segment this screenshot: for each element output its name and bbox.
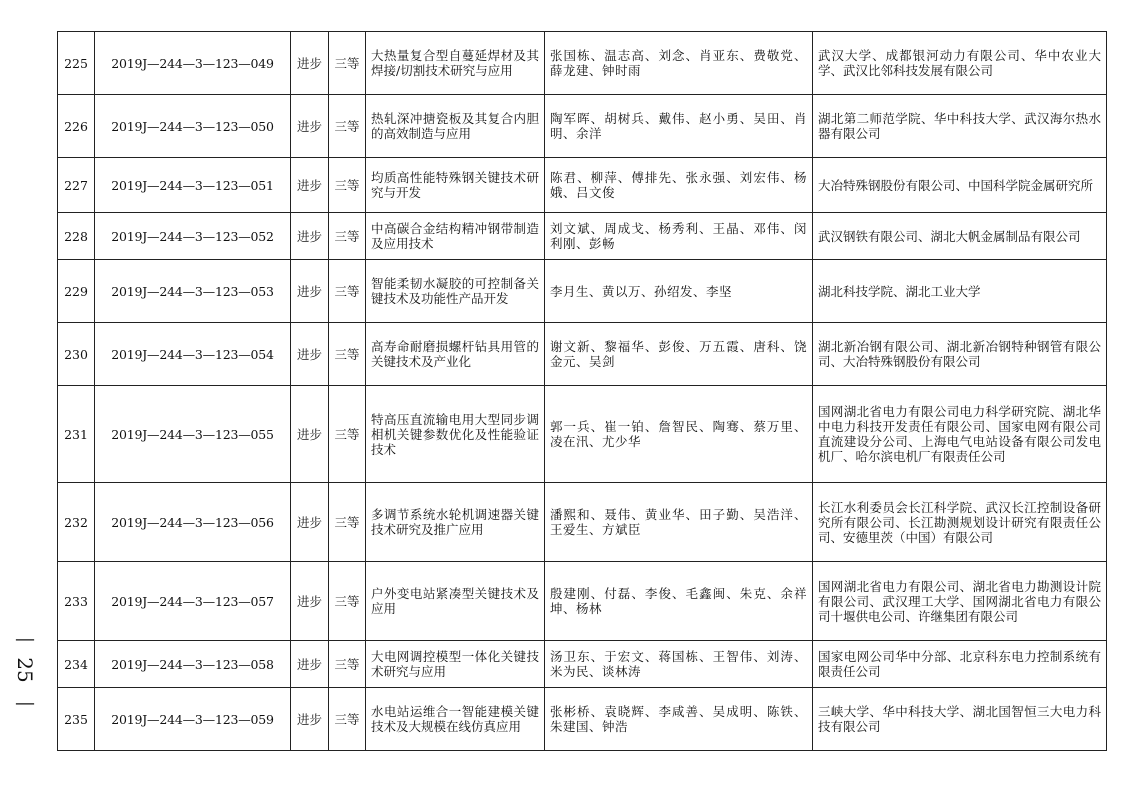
table-row — [58, 386, 1107, 483]
contributors: 张彬桥、袁晓辉、李咸善、吴成明、陈铁、朱建国、钟浩 — [545, 688, 813, 751]
units: 国网湖北省电力有限公司电力科学研究院、湖北华中电力科技开发责任有限公司、国家电网有限公司直流建设分公司、上海电气电站设备有限公司发电机厂、哈尔滨电机厂有限责任公司 — [813, 386, 1107, 483]
units: 湖北第二师范学院、华中科技大学、武汉海尔热水器有限公司 — [813, 95, 1107, 158]
table-row — [58, 213, 1107, 260]
award-table — [57, 31, 1107, 751]
row-number: 235 — [58, 688, 95, 751]
project-code: 2019J—244—3—123—058 — [95, 641, 291, 688]
units: 湖北科技学院、湖北工业大学 — [813, 260, 1107, 323]
row-number: 234 — [58, 641, 95, 688]
row-number: 228 — [58, 213, 95, 260]
contributors: 陶军晖、胡树兵、戴伟、赵小勇、吴田、肖明、余洋 — [545, 95, 813, 158]
project-title: 高寿命耐磨损螺杆钻具用管的关键技术及产业化 — [366, 323, 545, 386]
contributors: 刘文斌、周成戈、杨秀利、王晶、邓伟、闵利刚、彭畅 — [545, 213, 813, 260]
table-row — [58, 688, 1107, 751]
table-row — [58, 260, 1107, 323]
table-row — [58, 32, 1107, 95]
table-row — [58, 562, 1107, 641]
contributors: 陈君、柳萍、傅排先、张永强、刘宏伟、杨娥、吕文俊 — [545, 158, 813, 213]
project-code: 2019J—244—3—123—055 — [95, 386, 291, 483]
units: 湖北新冶钢有限公司、湖北新冶钢特种钢管有限公司、大冶特殊钢股份有限公司 — [813, 323, 1107, 386]
units: 武汉钢铁有限公司、湖北大帆金属制品有限公司 — [813, 213, 1107, 260]
award-grade: 三等 — [329, 323, 366, 386]
award-type: 进步 — [291, 95, 329, 158]
row-number: 231 — [58, 386, 95, 483]
award-grade: 三等 — [329, 32, 366, 95]
page-number-value: 25 — [13, 657, 37, 683]
project-code: 2019J—244—3—123—057 — [95, 562, 291, 641]
award-grade: 三等 — [329, 641, 366, 688]
award-grade: 三等 — [329, 213, 366, 260]
award-type: 进步 — [291, 260, 329, 323]
row-number: 227 — [58, 158, 95, 213]
contributors: 郭一兵、崔一铂、詹智民、陶骞、蔡万里、凌在汛、尤少华 — [545, 386, 813, 483]
row-number: 233 — [58, 562, 95, 641]
award-grade: 三等 — [329, 386, 366, 483]
project-title: 均质高性能特殊钢关键技术研究与开发 — [366, 158, 545, 213]
project-title: 中高碳合金结构精冲钢带制造及应用技术 — [366, 213, 545, 260]
table-row — [58, 95, 1107, 158]
award-type: 进步 — [291, 641, 329, 688]
award-grade: 三等 — [329, 95, 366, 158]
award-type: 进步 — [291, 483, 329, 562]
contributors: 谢文新、黎福华、彭俊、万五霞、唐科、饶金元、吴剑 — [545, 323, 813, 386]
project-code: 2019J—244—3—123—054 — [95, 323, 291, 386]
project-title: 特高压直流输电用大型同步调相机关键参数优化及性能验证技术 — [366, 386, 545, 483]
award-type: 进步 — [291, 562, 329, 641]
project-title: 水电站运维合一智能建模关键技术及大规模在线仿真应用 — [366, 688, 545, 751]
award-type: 进步 — [291, 32, 329, 95]
project-code: 2019J—244—3—123—050 — [95, 95, 291, 158]
table-row — [58, 158, 1107, 213]
units: 长江水利委员会长江科学院、武汉长江控制设备研究所有限公司、长江勘测规划设计研究有限责任公司、安德里茨（中国）有限公司 — [813, 483, 1107, 562]
project-code: 2019J—244—3—123—051 — [95, 158, 291, 213]
award-grade: 三等 — [329, 688, 366, 751]
award-type: 进步 — [291, 158, 329, 213]
award-type: 进步 — [291, 213, 329, 260]
units: 三峡大学、华中科技大学、湖北国智恒三大电力科技有限公司 — [813, 688, 1107, 751]
units: 国家电网公司华中分部、北京科东电力控制系统有限责任公司 — [813, 641, 1107, 688]
project-code: 2019J—244—3—123—056 — [95, 483, 291, 562]
project-code: 2019J—244—3—123—059 — [95, 688, 291, 751]
award-type: 进步 — [291, 688, 329, 751]
award-type: 进步 — [291, 323, 329, 386]
table-row — [58, 641, 1107, 688]
units: 武汉大学、成都银河动力有限公司、华中农业大学、武汉比邻科技发展有限公司 — [813, 32, 1107, 95]
page-number — [10, 628, 40, 712]
contributors: 李月生、黄以万、孙绍发、李坚 — [545, 260, 813, 323]
project-code: 2019J—244—3—123—053 — [95, 260, 291, 323]
page-number-dash-bottom: — — [15, 690, 35, 714]
project-title: 多调节系统水轮机调速器关键技术研究及推广应用 — [366, 483, 545, 562]
contributors: 张国栋、温志高、刘念、肖亚东、费敬党、薛龙建、钟时雨 — [545, 32, 813, 95]
award-grade: 三等 — [329, 158, 366, 213]
project-title: 智能柔韧水凝胶的可控制备关键技术及功能性产品开发 — [366, 260, 545, 323]
project-title: 大电网调控模型一体化关键技术研究与应用 — [366, 641, 545, 688]
contributors: 殷建刚、付磊、李俊、毛鑫闽、朱克、余祥坤、杨林 — [545, 562, 813, 641]
units: 大冶特殊钢股份有限公司、中国科学院金属研究所 — [813, 158, 1107, 213]
award-grade: 三等 — [329, 483, 366, 562]
row-number: 232 — [58, 483, 95, 562]
units: 国网湖北省电力有限公司、湖北省电力勘测设计院有限公司、武汉理工大学、国网湖北省电力有限公司十堰供电公司、许继集团有限公司 — [813, 562, 1107, 641]
project-title: 户外变电站紧凑型关键技术及应用 — [366, 562, 545, 641]
contributors: 潘熙和、聂伟、黄业华、田子勤、吴浩洋、王爱生、方斌臣 — [545, 483, 813, 562]
project-title: 热轧深冲搪瓷板及其复合内胆的高效制造与应用 — [366, 95, 545, 158]
project-code: 2019J—244—3—123—049 — [95, 32, 291, 95]
row-number: 226 — [58, 95, 95, 158]
row-number: 230 — [58, 323, 95, 386]
project-code: 2019J—244—3—123—052 — [95, 213, 291, 260]
contributors: 汤卫东、于宏文、蒋国栋、王智伟、刘涛、米为民、谈林涛 — [545, 641, 813, 688]
page-number-dash-top: — — [15, 626, 35, 650]
project-title: 大热量复合型自蔓延焊材及其焊接/切割技术研究与应用 — [366, 32, 545, 95]
row-number: 225 — [58, 32, 95, 95]
table-row — [58, 323, 1107, 386]
row-number: 229 — [58, 260, 95, 323]
table-row — [58, 483, 1107, 562]
award-grade: 三等 — [329, 260, 366, 323]
award-grade: 三等 — [329, 562, 366, 641]
award-type: 进步 — [291, 386, 329, 483]
